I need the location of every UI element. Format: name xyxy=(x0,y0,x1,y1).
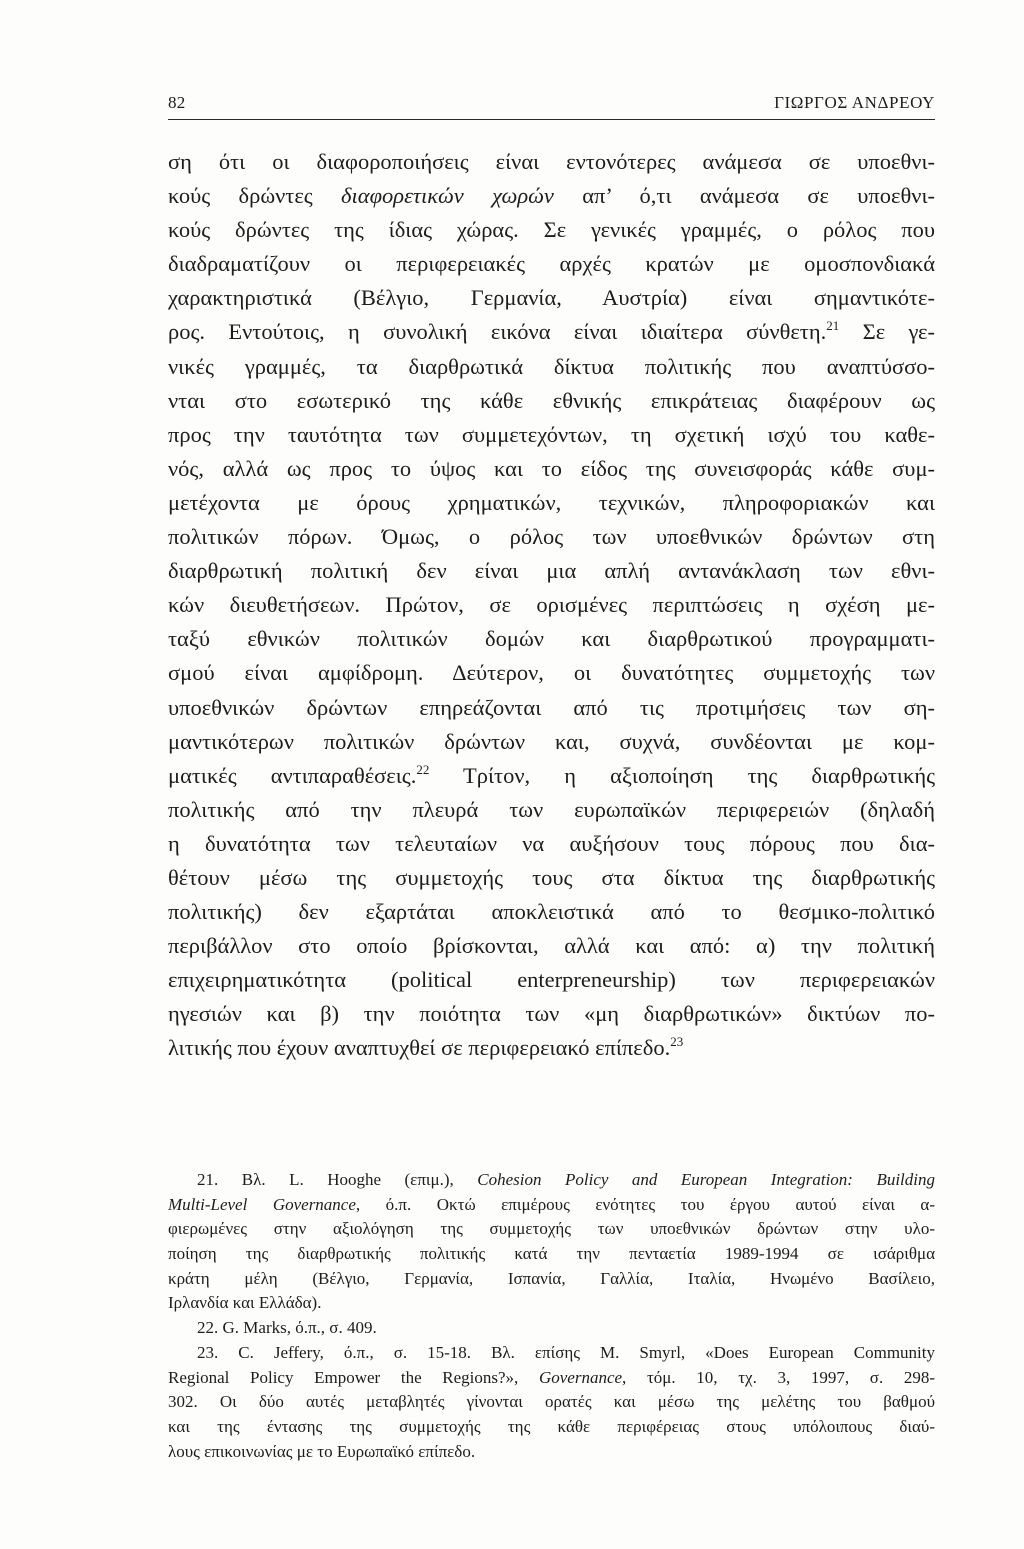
text-line: προς την ταυτότητα των συμμετεχόντων, τη σχετική ισχύ του καθε- xyxy=(168,421,935,447)
running-head-author: ΓΙΩΡΓΟΣ ΑΝΔΡΕΟΥ xyxy=(774,93,935,112)
footnote-line: κράτη μέλη (Βέλγιο, Γερμανία, Ισπανία, Γαλλία, Ιταλία, Ηνωμένο Βασίλειο, xyxy=(168,1268,935,1288)
text-line xyxy=(168,315,935,349)
text-line: περιβάλλον στο οποίο βρίσκονται, αλλά και από: α) την πολιτική xyxy=(168,933,935,959)
footnote-22 xyxy=(168,1316,935,1341)
footnote-line xyxy=(168,1193,935,1218)
text-line: μαντικότερων πολιτικών δρώντων και, συχνά, συνδέονται με κομ- xyxy=(168,728,935,754)
text-line: ταξύ εθνικών πολιτικών δομών και διαρθρωτικού προγραμματι- xyxy=(168,626,935,652)
text-line: πολιτικής) δεν εξαρτάται αποκλειστικά από το θεσμικο-πολιτικό xyxy=(168,899,935,925)
footnote-text: , ό.π. Οκτώ επιμέρους ενότητες του έργου αυτού είναι α- xyxy=(355,1194,935,1214)
text-line: θέτουν μέσω της συμμετοχής τους στα δίκτυα της διαρθρωτικής xyxy=(168,864,935,890)
text-line: νός, αλλά ως προς το ύψος και το είδος της συνεισφοράς κάθε συμ- xyxy=(168,455,935,481)
text-line: διαρθρωτική πολιτική δεν είναι μια απλή αντανάκλαση των εθνι- xyxy=(168,558,935,584)
footnote-line: και της έντασης της συμμετοχής της κάθε περιφέρειας στους υπόλοιπους διαύ- xyxy=(168,1416,935,1436)
footnote-number: 23. xyxy=(197,1342,219,1362)
text-line: επιχειρηματικότητα (political enterpreneurship) των περιφερειακών xyxy=(168,967,935,993)
footnote-text: Regional Policy Empower the Regions?», xyxy=(168,1367,519,1387)
footnote-line: Ιρλανδία και Ελλάδα). xyxy=(168,1293,322,1313)
text-segment: ματικές αντιπαραθέσεις. xyxy=(168,762,417,788)
text-segment: Σε γε- xyxy=(862,319,935,345)
text-line xyxy=(168,179,935,213)
footnote-marker-22[interactable]: 22 xyxy=(416,761,430,777)
text-line xyxy=(168,759,935,793)
footnotes xyxy=(168,1168,935,1464)
text-line: μετέχοντα με όρους χρηματικών, τεχνικών, πληροφοριακών και xyxy=(168,489,935,515)
footnote-text: , τόμ. 10, τχ. 3, 1997, σ. 298- xyxy=(622,1367,935,1387)
page-number: 82 xyxy=(168,93,186,112)
text-line: σμού είναι αμφίδρομη. Δεύτερον, οι δυνατότητες συμμετοχής των xyxy=(168,660,935,686)
footnote-book-title: Cohesion Policy and European Integration: Building xyxy=(477,1170,935,1189)
footnote-marker-23[interactable]: 23 xyxy=(670,1034,684,1050)
footnote-text: C. Jeffery, ό.π., σ. 15-18. Βλ. επίσης M. Smyrl, «Does European Community xyxy=(238,1342,935,1362)
text-line: νται στο εσωτερικό της κάθε εθνικής επικράτειας διαφέρουν ως xyxy=(168,387,935,413)
running-head xyxy=(168,93,935,119)
text-segment: κούς δρώντες xyxy=(168,183,342,209)
footnote-23 xyxy=(168,1341,935,1366)
text-line: κών διευθετήσεων. Πρώτον, σε ορισμένες περιπτώσεις η σχέση με- xyxy=(168,592,935,618)
main-text xyxy=(168,145,935,1066)
text-line: πολιτικών πόρων. Όμως, ο ρόλος των υποεθνικών δρώντων στη xyxy=(168,524,935,550)
text-line: ηγεσιών και β) την ποιότητα των «μη διαρθρωτικών» δικτύων πο- xyxy=(168,1001,935,1027)
header-rule xyxy=(168,119,935,120)
text-segment: ρος. Εντούτοις, η συνολική εικόνα είναι ιδιαίτερα σύνθετη. xyxy=(168,319,827,345)
footnote-journal: Governance xyxy=(538,1367,623,1387)
footnote-line: 302. Οι δύο αυτές μεταβλητές γίνονται ορατές και μέσω της μελέτης του βαθμού xyxy=(168,1392,935,1412)
text-line: πολιτικής από την πλευρά των ευρωπαϊκών περιφερειών (δηλαδή xyxy=(168,796,935,822)
text-segment: Τρίτον, η αξιοποίηση της διαρθρωτικής xyxy=(463,762,935,788)
text-line: κούς δρώντες της ίδιας χώρας. Σε γενικές γραμμές, ο ρόλος που xyxy=(168,217,935,243)
italic-phrase: διαφορετικών χωρών xyxy=(341,183,554,209)
text-line: διαδραματίζουν οι περιφερειακές αρχές κρατών με ομοσπονδιακά xyxy=(168,251,935,277)
text-line: η δυνατότητα των τελευταίων να αυξήσουν τους πόρους που δια- xyxy=(168,830,935,856)
footnote-text: Βλ. L. Hooghe (επιμ.), xyxy=(241,1170,454,1189)
text-line: νικές γραμμές, τα διαρθρωτικά δίκτυα πολιτικής που αναπτύσσο- xyxy=(168,353,935,379)
footnote-marker-21[interactable]: 21 xyxy=(826,318,840,334)
footnote-number: 21. xyxy=(197,1170,219,1189)
text-segment: απ’ ό,τι ανάμεσα σε υποεθνι- xyxy=(553,183,935,209)
text-line xyxy=(168,1031,935,1065)
text-line: χαρακτηριστικά (Βέλγιο, Γερμανία, Αυστρία) είναι σημαντικότε- xyxy=(168,285,935,311)
text-segment: λιτικής που έχουν αναπτυχθεί σε περιφερειακό επίπεδο. xyxy=(168,1035,671,1061)
footnote-line: λους επικοινωνίας με το Ευρωπαϊκό επίπεδο. xyxy=(168,1441,476,1461)
footnote-line xyxy=(168,1366,935,1391)
footnote-21 xyxy=(168,1168,935,1193)
text-line: υποεθνικών δρώντων επηρεάζονται από τις προτιμήσεις των ση- xyxy=(168,694,935,720)
text-line: ση ότι οι διαφοροποιήσεις είναι εντονότερες ανάμεσα σε υποεθνι- xyxy=(168,149,935,174)
footnote-number: 22. xyxy=(197,1318,219,1338)
footnote-line: ποίηση της διαρθρωτικής πολιτικής κατά την πενταετία 1989-1994 σε ισάριθμα xyxy=(168,1244,935,1264)
footnote-text: G. Marks, ό.π., σ. 409. xyxy=(222,1318,377,1338)
footnote-book-title: Multi-Level Governance xyxy=(168,1194,356,1214)
footnote-line: φιερωμένες στην αξιολόγηση της συμμετοχής των υποεθνικών δρώντων στην υλο- xyxy=(168,1219,935,1239)
